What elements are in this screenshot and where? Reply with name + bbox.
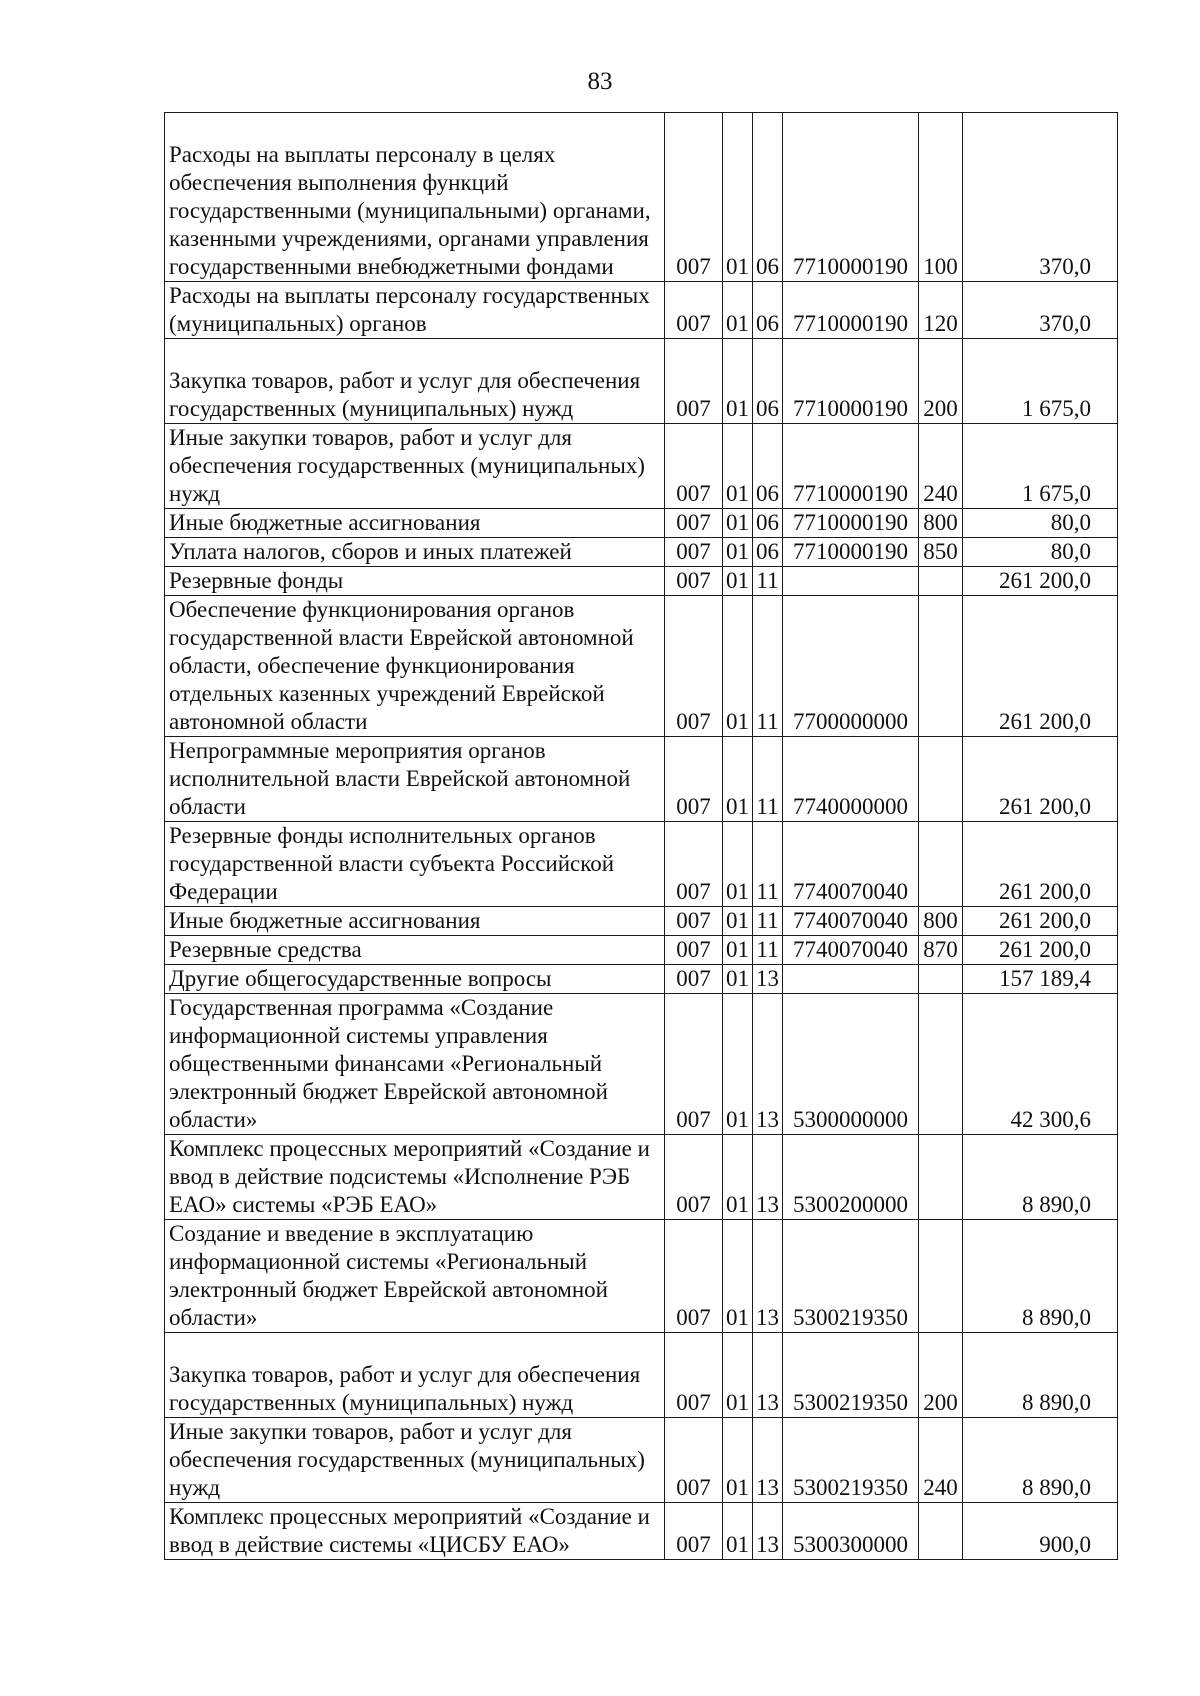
row-amount: 80,0 — [963, 538, 1118, 567]
row-name: Иные закупки товаров, работ и услуг для обеспечения государственных (муниципальных) нужд — [165, 424, 665, 509]
row-csr-code: 7710000190 — [783, 424, 919, 509]
row-pr-code: 13 — [753, 994, 783, 1135]
row-rz-code: 01 — [723, 596, 753, 737]
table-row — [165, 424, 1118, 509]
row-rz-code: 01 — [723, 339, 753, 424]
row-rz-code: 01 — [723, 822, 753, 907]
row-rz-code: 01 — [723, 538, 753, 567]
row-name: Создание и введение в эксплуатацию информационной системы «Региональный электронный бюджет Еврейской автономной области» — [165, 1220, 665, 1333]
row-name: Расходы на выплаты персоналу в целях обеспечения выполнения функций государственными (муниципальными) органами, казенными учреждениями, органами управления государственными внебюджетными фондами — [165, 113, 665, 282]
table-row — [165, 282, 1118, 339]
row-vr-code — [919, 737, 963, 822]
row-vr-code: 800 — [919, 509, 963, 538]
row-rz-code: 01 — [723, 936, 753, 965]
row-amount: 157 189,4 — [963, 965, 1118, 994]
row-pr-code: 11 — [753, 737, 783, 822]
row-csr-code: 7700000000 — [783, 596, 919, 737]
row-pr-code: 11 — [753, 596, 783, 737]
table-row — [165, 1333, 1118, 1418]
table-row — [165, 1418, 1118, 1503]
row-amount: 370,0 — [963, 282, 1118, 339]
row-csr-code: 7710000190 — [783, 538, 919, 567]
row-vr-code: 200 — [919, 1333, 963, 1418]
row-name: Уплата налогов, сборов и иных платежей — [165, 538, 665, 567]
row-pr-code: 11 — [753, 936, 783, 965]
row-ved-code: 007 — [665, 424, 723, 509]
row-name: Иные бюджетные ассигнования — [165, 907, 665, 936]
table-row — [165, 538, 1118, 567]
row-rz-code: 01 — [723, 1135, 753, 1220]
row-csr-code: 5300219350 — [783, 1220, 919, 1333]
row-vr-code — [919, 1135, 963, 1220]
row-pr-code: 06 — [753, 282, 783, 339]
row-pr-code: 06 — [753, 113, 783, 282]
row-ved-code: 007 — [665, 822, 723, 907]
row-csr-code: 7710000190 — [783, 282, 919, 339]
row-name: Резервные фонды исполнительных органов государственной власти субъекта Российской Федерации — [165, 822, 665, 907]
row-name: Непрограммные мероприятия органов исполнительной власти Еврейской автономной области — [165, 737, 665, 822]
row-csr-code: 7710000190 — [783, 509, 919, 538]
row-amount: 80,0 — [963, 509, 1118, 538]
table-row — [165, 936, 1118, 965]
table-row — [165, 737, 1118, 822]
table-row — [165, 965, 1118, 994]
row-csr-code: 7740000000 — [783, 737, 919, 822]
row-rz-code: 01 — [723, 509, 753, 538]
row-name: Комплекс процессных мероприятий «Создание и ввод в действие системы «ЦИСБУ ЕАО» — [165, 1503, 665, 1560]
row-csr-code — [783, 567, 919, 596]
budget-table-body — [165, 113, 1118, 1560]
row-csr-code: 5300219350 — [783, 1333, 919, 1418]
row-ved-code: 007 — [665, 1220, 723, 1333]
row-ved-code: 007 — [665, 1333, 723, 1418]
table-row — [165, 567, 1118, 596]
row-name: Иные закупки товаров, работ и услуг для обеспечения государственных (муниципальных) нужд — [165, 1418, 665, 1503]
row-ved-code: 007 — [665, 113, 723, 282]
row-pr-code: 11 — [753, 567, 783, 596]
table-row — [165, 113, 1118, 282]
row-name: Расходы на выплаты персоналу государственных (муниципальных) органов — [165, 282, 665, 339]
budget-table — [164, 112, 1118, 1560]
row-name: Другие общегосударственные вопросы — [165, 965, 665, 994]
row-amount: 42 300,6 — [963, 994, 1118, 1135]
row-pr-code: 13 — [753, 1135, 783, 1220]
row-amount: 1 675,0 — [963, 424, 1118, 509]
row-amount: 8 890,0 — [963, 1135, 1118, 1220]
row-rz-code: 01 — [723, 1418, 753, 1503]
row-vr-code: 200 — [919, 339, 963, 424]
row-ved-code: 007 — [665, 596, 723, 737]
row-rz-code: 01 — [723, 113, 753, 282]
row-pr-code: 06 — [753, 424, 783, 509]
row-rz-code: 01 — [723, 994, 753, 1135]
row-ved-code: 007 — [665, 509, 723, 538]
row-name: Иные бюджетные ассигнования — [165, 509, 665, 538]
row-pr-code: 13 — [753, 1333, 783, 1418]
row-rz-code: 01 — [723, 567, 753, 596]
row-vr-code — [919, 1220, 963, 1333]
table-row — [165, 1135, 1118, 1220]
row-pr-code: 13 — [753, 1220, 783, 1333]
table-row — [165, 339, 1118, 424]
table-row — [165, 509, 1118, 538]
row-ved-code: 007 — [665, 282, 723, 339]
table-row — [165, 596, 1118, 737]
row-amount: 370,0 — [963, 113, 1118, 282]
row-pr-code: 13 — [753, 965, 783, 994]
row-csr-code: 5300000000 — [783, 994, 919, 1135]
row-pr-code: 13 — [753, 1503, 783, 1560]
row-amount: 8 890,0 — [963, 1333, 1118, 1418]
row-vr-code: 100 — [919, 113, 963, 282]
row-ved-code: 007 — [665, 737, 723, 822]
row-vr-code: 120 — [919, 282, 963, 339]
row-csr-code: 7740070040 — [783, 907, 919, 936]
row-name: Комплекс процессных мероприятий «Создание и ввод в действие подсистемы «Исполнение РЭБ ЕАО» системы «РЭБ ЕАО» — [165, 1135, 665, 1220]
row-amount: 261 200,0 — [963, 936, 1118, 965]
row-amount: 900,0 — [963, 1503, 1118, 1560]
table-row — [165, 1503, 1118, 1560]
row-ved-code: 007 — [665, 339, 723, 424]
row-pr-code: 06 — [753, 538, 783, 567]
row-name: Обеспечение функционирования органов государственной власти Еврейской автономной области, обеспечение функционирования отдельных казенных учреждений Еврейской автономной области — [165, 596, 665, 737]
row-rz-code: 01 — [723, 424, 753, 509]
row-name: Государственная программа «Создание информационной системы управления общественными финансами «Региональный электронный бюджет Еврейской автономной области» — [165, 994, 665, 1135]
row-vr-code — [919, 596, 963, 737]
row-vr-code — [919, 994, 963, 1135]
row-csr-code: 5300219350 — [783, 1418, 919, 1503]
table-row — [165, 822, 1118, 907]
row-vr-code — [919, 965, 963, 994]
row-amount: 8 890,0 — [963, 1418, 1118, 1503]
row-vr-code: 850 — [919, 538, 963, 567]
row-vr-code: 240 — [919, 424, 963, 509]
row-pr-code: 13 — [753, 1418, 783, 1503]
row-ved-code: 007 — [665, 1418, 723, 1503]
row-amount: 261 200,0 — [963, 567, 1118, 596]
row-csr-code: 5300200000 — [783, 1135, 919, 1220]
row-rz-code: 01 — [723, 965, 753, 994]
row-ved-code: 007 — [665, 567, 723, 596]
row-amount: 261 200,0 — [963, 596, 1118, 737]
row-rz-code: 01 — [723, 282, 753, 339]
row-csr-code: 7740070040 — [783, 936, 919, 965]
row-amount: 261 200,0 — [963, 907, 1118, 936]
row-pr-code: 11 — [753, 822, 783, 907]
row-vr-code: 870 — [919, 936, 963, 965]
row-pr-code: 06 — [753, 509, 783, 538]
budget-table-wrapper — [164, 112, 1118, 1560]
row-pr-code: 11 — [753, 907, 783, 936]
row-ved-code: 007 — [665, 907, 723, 936]
row-amount: 1 675,0 — [963, 339, 1118, 424]
row-amount: 8 890,0 — [963, 1220, 1118, 1333]
row-vr-code — [919, 567, 963, 596]
row-name: Резервные фонды — [165, 567, 665, 596]
row-vr-code — [919, 822, 963, 907]
row-rz-code: 01 — [723, 1503, 753, 1560]
row-csr-code: 7710000190 — [783, 113, 919, 282]
row-csr-code — [783, 965, 919, 994]
row-ved-code: 007 — [665, 936, 723, 965]
table-row — [165, 994, 1118, 1135]
row-vr-code — [919, 1503, 963, 1560]
row-rz-code: 01 — [723, 1220, 753, 1333]
page-number: 83 — [587, 68, 613, 95]
row-ved-code: 007 — [665, 1503, 723, 1560]
row-ved-code: 007 — [665, 1135, 723, 1220]
row-ved-code: 007 — [665, 538, 723, 567]
table-row — [165, 1220, 1118, 1333]
table-row — [165, 907, 1118, 936]
row-ved-code: 007 — [665, 994, 723, 1135]
row-name: Резервные средства — [165, 936, 665, 965]
row-vr-code: 800 — [919, 907, 963, 936]
row-rz-code: 01 — [723, 737, 753, 822]
row-amount: 261 200,0 — [963, 737, 1118, 822]
row-rz-code: 01 — [723, 907, 753, 936]
row-ved-code: 007 — [665, 965, 723, 994]
row-name: Закупка товаров, работ и услуг для обеспечения государственных (муниципальных) нужд — [165, 339, 665, 424]
row-rz-code: 01 — [723, 1333, 753, 1418]
row-name: Закупка товаров, работ и услуг для обеспечения государственных (муниципальных) нужд — [165, 1333, 665, 1418]
row-amount: 261 200,0 — [963, 822, 1118, 907]
row-pr-code: 06 — [753, 339, 783, 424]
row-vr-code: 240 — [919, 1418, 963, 1503]
row-csr-code: 7710000190 — [783, 339, 919, 424]
row-csr-code: 5300300000 — [783, 1503, 919, 1560]
row-csr-code: 7740070040 — [783, 822, 919, 907]
